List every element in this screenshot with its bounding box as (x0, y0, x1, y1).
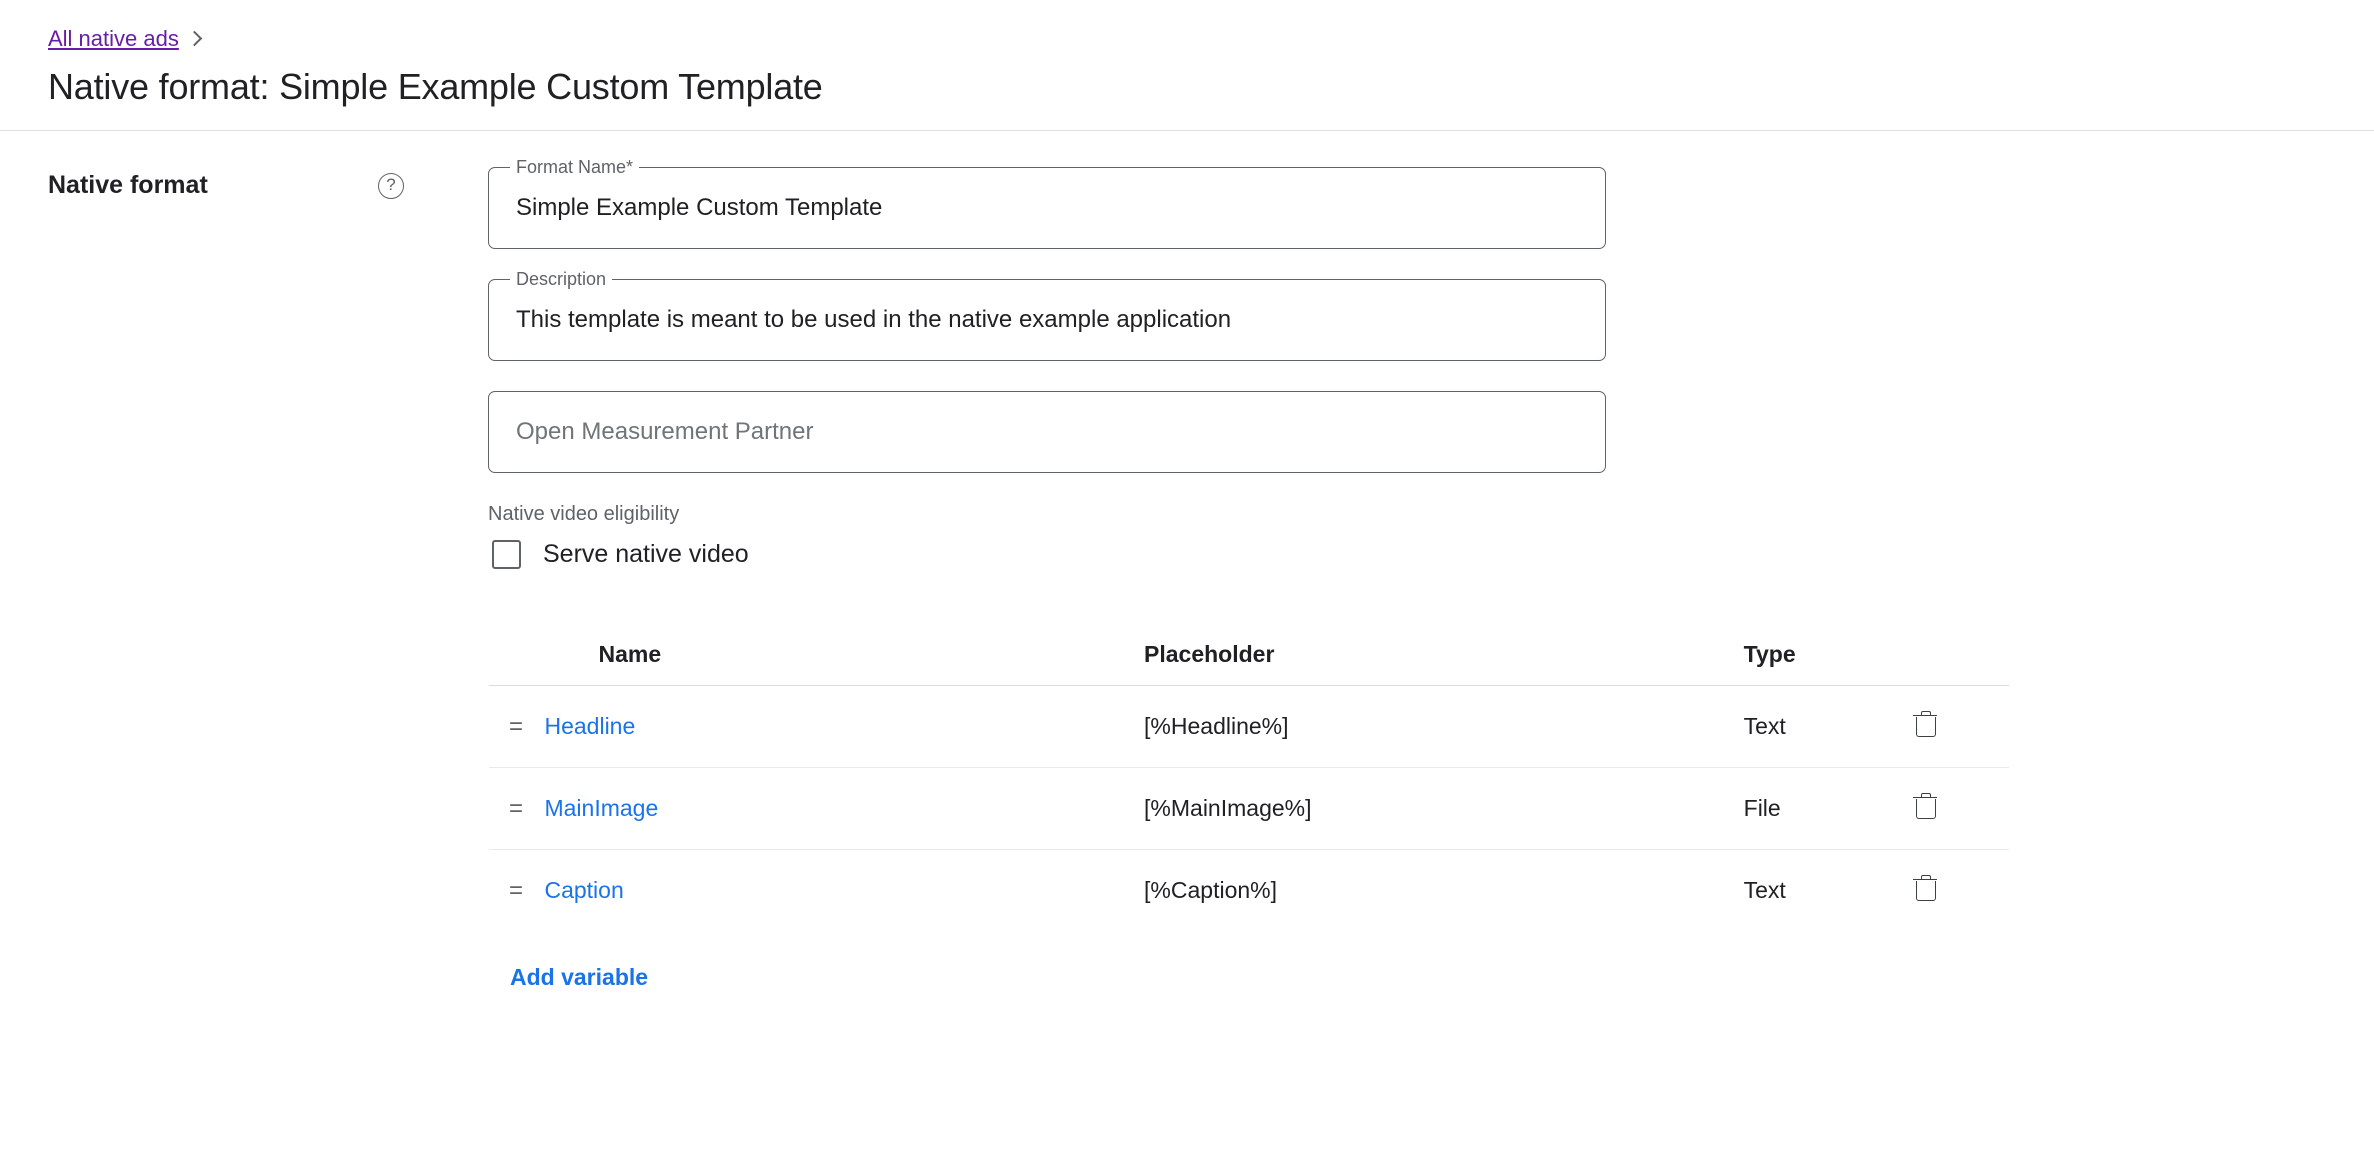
table-row (489, 850, 2010, 932)
variable-link-headline[interactable]: Headline (544, 713, 636, 739)
page-title: Native format: Simple Example Custom Template (48, 66, 823, 107)
row-placeholder-cell (1144, 686, 1744, 768)
variable-type-caption: Text (1743, 877, 1786, 903)
row-drag-cell[interactable] (489, 850, 545, 932)
serve-native-video-label: Serve native video (543, 540, 749, 568)
row-placeholder-cell (1144, 850, 1744, 932)
variables-table-head (489, 624, 2010, 686)
table-row (489, 686, 2010, 768)
row-name-cell (544, 686, 1144, 768)
row-name-cell (544, 768, 1144, 850)
column-header-placeholder: Placeholder (1144, 624, 1744, 686)
form-column (488, 157, 2326, 991)
serve-native-video-row[interactable] (488, 540, 2326, 569)
trash-icon[interactable] (1914, 712, 1936, 736)
variable-type-mainimage: File (1743, 795, 1781, 821)
row-drag-cell[interactable] (489, 686, 545, 768)
section-title-native-format: Native format (48, 171, 208, 199)
table-row (489, 768, 2010, 850)
native-video-eligibility-label: Native video eligibility (488, 503, 680, 525)
drag-handle-icon[interactable]: = (509, 794, 523, 822)
variables-table (488, 623, 2010, 932)
chevron-right-icon (187, 30, 203, 46)
drag-handle-icon[interactable]: = (509, 712, 523, 740)
add-variable-button[interactable]: Add variable (510, 964, 649, 990)
format-name-label: Format Name* (510, 156, 639, 178)
breadcrumb-link-all-native-ads[interactable]: All native ads (48, 26, 179, 51)
variable-type-headline: Text (1743, 713, 1786, 739)
row-delete-cell[interactable] (1914, 768, 2010, 850)
variable-placeholder-mainimage: [%MainImage%] (1144, 795, 1312, 821)
column-header-delete (1914, 624, 2010, 686)
row-type-cell (1744, 768, 1914, 850)
variable-link-mainimage[interactable]: MainImage (544, 795, 659, 821)
description-input[interactable]: This template is meant to be used in the native example application (516, 306, 1232, 333)
row-delete-cell[interactable] (1914, 686, 2010, 768)
row-placeholder-cell (1144, 768, 1744, 850)
variables-table-body (489, 686, 2010, 932)
row-drag-cell[interactable] (489, 768, 545, 850)
column-header-type: Type (1744, 624, 1914, 686)
description-field[interactable] (488, 269, 1606, 361)
drag-handle-icon[interactable]: = (509, 876, 523, 904)
format-name-field[interactable] (488, 157, 1606, 249)
column-header-handle (489, 624, 545, 686)
column-header-name: Name (544, 624, 1144, 686)
variable-link-caption[interactable]: Caption (544, 877, 624, 903)
row-delete-cell[interactable] (1914, 850, 2010, 932)
trash-icon[interactable] (1914, 794, 1936, 818)
row-type-cell (1744, 686, 1914, 768)
serve-native-video-checkbox[interactable] (492, 540, 521, 569)
main-content (0, 131, 2374, 991)
variable-placeholder-headline: [%Headline%] (1144, 713, 1289, 739)
variable-placeholder-caption: [%Caption%] (1144, 877, 1277, 903)
breadcrumb (48, 26, 2326, 52)
section-label-column (48, 167, 488, 991)
format-name-input[interactable]: Simple Example Custom Template (516, 194, 883, 221)
description-label: Description (510, 268, 612, 290)
row-name-cell (544, 850, 1144, 932)
open-measurement-partner-input[interactable]: Open Measurement Partner (516, 418, 814, 445)
trash-icon[interactable] (1914, 876, 1936, 900)
page-header (0, 0, 2374, 131)
row-type-cell (1744, 850, 1914, 932)
help-icon[interactable]: ? (378, 173, 404, 199)
table-header-row (489, 624, 2010, 686)
open-measurement-partner-field[interactable] (488, 391, 1606, 473)
